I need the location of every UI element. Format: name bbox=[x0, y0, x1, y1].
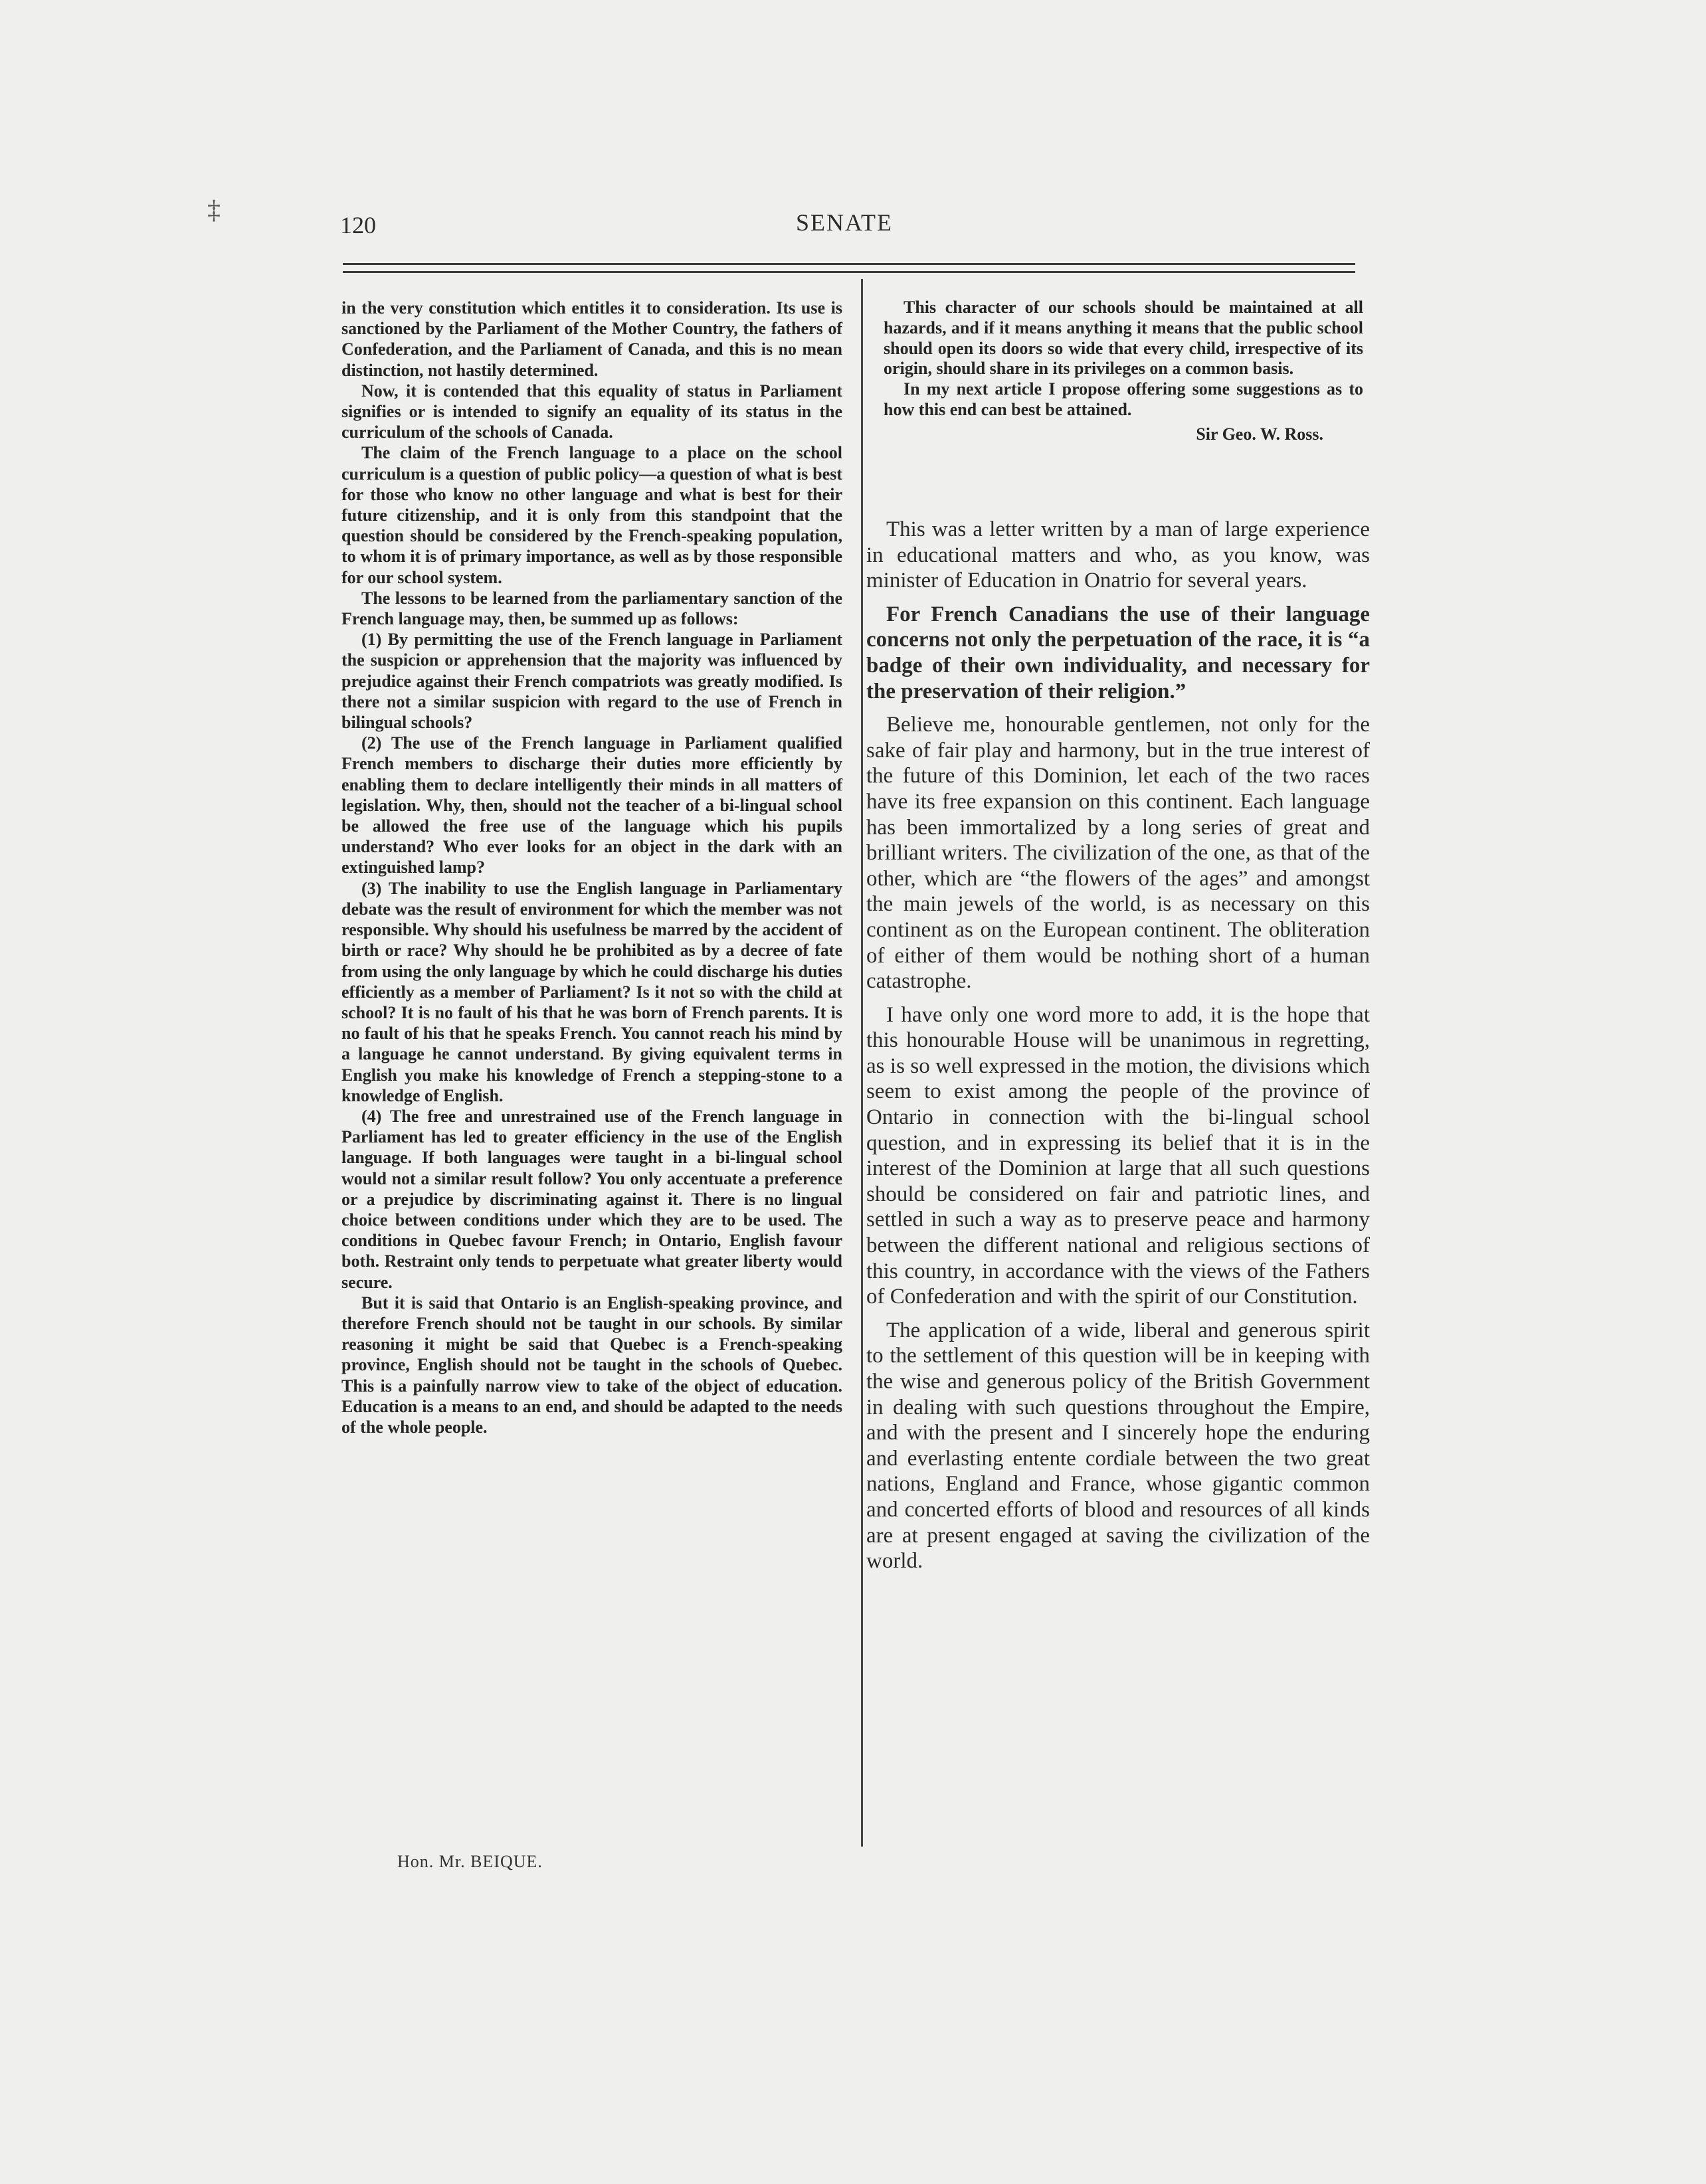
left-column bbox=[341, 298, 842, 1437]
page-number: 120 bbox=[340, 212, 376, 238]
left-paragraph: (3) The inability to use the English language in Parliamentary debate was the result of environment for which the member was not responsible. Why should his usefulness be marred by the accident of birth or race? Why should he be prohibited as by a decree of fate from using the only language by which he could discharge his duties efficiently as a member of Parliament? Is it not so with the child at school? It is no fault of his that he was born of French parents. It is no fault of his that he speaks French. You cannot reach his mind by a language he cannot understand. By giving equivalent terms in English you make his knowledge of French a stepping-stone to a knowledge of English. bbox=[341, 878, 842, 1105]
left-paragraph: But it is said that Ontario is an English-speaking province, and therefore French should not be taught in our schools. By similar reasoning it might be said that Quebec is a French-speaking province, English should not be taught in the schools of Quebec. This is a painfully narrow view to take of the object of education. Education is a means to an end, and should be adapted to the needs of the whole people. bbox=[341, 1293, 842, 1437]
left-paragraph: The lessons to be learned from the parliamentary sanction of the French language may, then, be summed up as follows: bbox=[341, 588, 842, 629]
header-rule-bottom bbox=[343, 271, 1355, 273]
quoted-letter-end bbox=[884, 298, 1363, 445]
left-paragraph: in the very constitution which entitles it to consideration. Its use is sanctioned by the Parliament of the Mother Country, the fathers of Confederation, and the Parliament of Canada, and this is no mean distinction, not hastily determined. bbox=[341, 298, 842, 380]
speech-paragraph: The application of a wide, liberal and generous spirit to the settlement of this question will be in keeping with the wise and generous policy of the British Government in dealing with such questions throughout the Empire, and with the present and I sincerely hope the enduring and everlasting entente cordiale between the two great nations, England and France, whose gigantic common and concerted efforts of blood and resources of all kinds are at present engaged at saving the civilization of the world. bbox=[866, 1318, 1370, 1574]
left-paragraph: The claim of the French language to a place on the school curriculum is a question of public policy—a question of what is best for those who know no other language and what is best for their future citizenship, and it is only from this standpoint that the question should be considered by the French-speaking population, to whom it is of primary importance, as well as by those responsible for our school system. bbox=[341, 443, 842, 587]
speech-paragraph: For French Canadians the use of their language concerns not only the perpetuation of the race, it is “a badge of their own individuality, and necessary for the preservation of their religion.” bbox=[866, 602, 1370, 703]
header-rule-top bbox=[343, 263, 1355, 265]
speech-paragraph: This was a letter written by a man of large experience in educational matters and who, as you know, was minister of Education in Onatrio for several years. bbox=[866, 517, 1370, 593]
left-paragraph: (1) By permitting the use of the French language in Parliament the suspicion or apprehension that the majority was influenced by prejudice against their French compatriots was greatly modified. Is there not a similar suspicion with regard to the use of French in bilingual schools? bbox=[341, 630, 842, 733]
quote-paragraph: In my next article I propose offering some suggestions as to how this end can best be attained. bbox=[884, 379, 1363, 419]
left-paragraph: (4) The free and unrestrained use of the French language in Parliament has led to greater efficiency in the use of the English language. If both languages were taught in a bi-lingual school would not a similar result follow? You only accentuate a preference or a prejudice by discriminating against it. There is no lingual choice between conditions under which they are to be used. The conditions in Quebec favour French; in Ontario, English favour both. Restraint only tends to perpetuate what greater liberty would secure. bbox=[341, 1106, 842, 1292]
letter-signature: Sir Geo. W. Ross. bbox=[1196, 424, 1323, 444]
margin-mark: ‡ bbox=[207, 195, 221, 225]
left-paragraph: Now, it is contended that this equality of status in Parliament signifies or is intended to signify an equality of its status in the curriculum of the schools of Canada. bbox=[341, 381, 842, 442]
speech-column bbox=[866, 517, 1370, 1582]
quote-paragraph: This character of our schools should be maintained at all hazards, and if it means anything it means that the public school should open its doors so wide that every child, irrespective of its origin, should share in its privileges on a common basis. bbox=[884, 298, 1363, 379]
speech-paragraph: I have only one word more to add, it is the hope that this honourable House will be unanimous in regretting, as is so well expressed in the motion, the divisions which seem to exist among the people of the province of Ontario in connection with the bi-lingual school question, and in expressing its belief that it is in the interest of the Dominion at large that all such questions should be considered on fair and patriotic lines, and settled in such a way as to preserve peace and harmony between the different national and religious sections of this country, in accordance with the views of the Fathers of Confederation and with the spirit of our Constitution. bbox=[866, 1002, 1370, 1309]
speaker-footer: Hon. Mr. BEIQUE. bbox=[397, 1852, 543, 1871]
column-divider bbox=[861, 279, 863, 1847]
speech-paragraph: Believe me, honourable gentlemen, not only for the sake of fair play and harmony, but in the true interest of the future of this Dominion, let each of the two races have its free expansion on this continent. Each language has been immortalized by a long series of great and brilliant writers. The civilization of the one, as that of the other, which are “the flowers of the ages” and amongst the main jewels of the world, is as necessary on this continent as on the European continent. The obliteration of either of them would be nothing short of a human catastrophe. bbox=[866, 713, 1370, 994]
running-head: SENATE bbox=[796, 209, 893, 236]
left-paragraph: (2) The use of the French language in Parliament qualified French members to discharge their duties more efficiently by enabling them to declare intelligently their minds in all matters of legislation. Why, then, should not the teacher of a bi-lingual school be allowed the free use of the language which his pupils understand? Who ever looks for an object in the dark with an extinguished lamp? bbox=[341, 733, 842, 877]
